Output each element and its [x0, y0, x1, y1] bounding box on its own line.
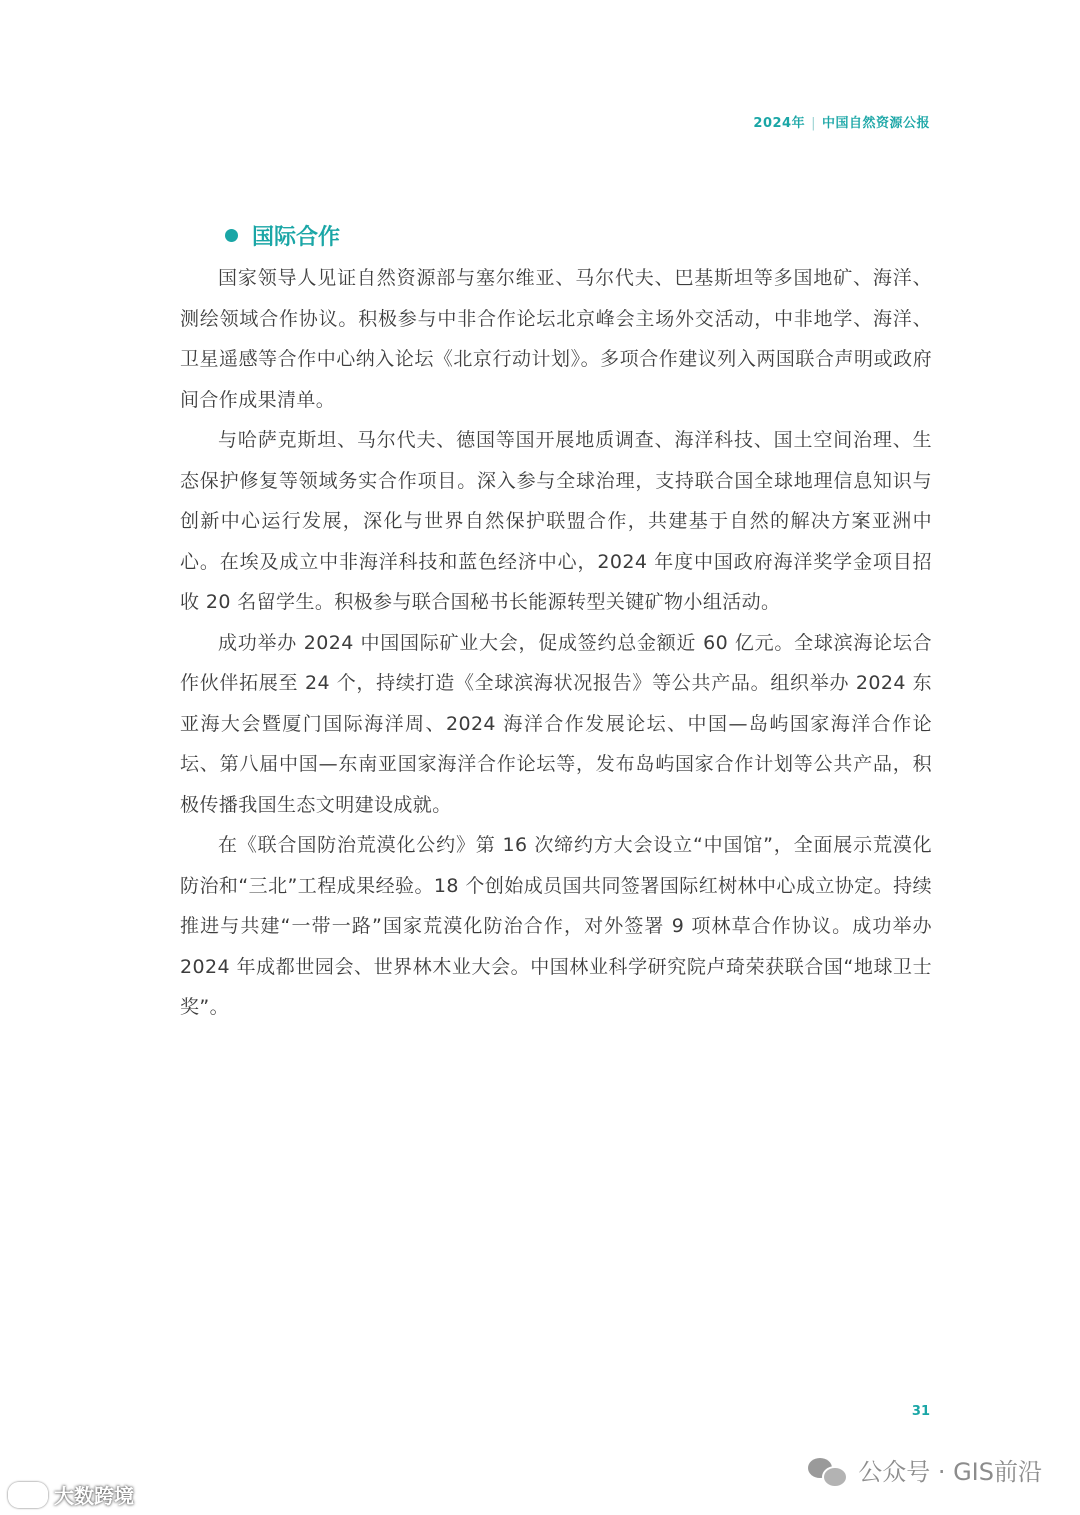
- page-number: 31: [911, 1404, 930, 1419]
- paragraph-2: 与哈萨克斯坦、马尔代夫、德国等国开展地质调查、海洋科技、国土空间治理、生态保护修复等领域务实合作项目。深入参与全球治理，支持联合国全球地理信息知识与创新中心运行发展，深化与世界自然保护联盟合作，共建基于自然的解决方案亚洲中心。在埃及成立中非海洋科技和蓝色经济中心，2024 年度中国政府海洋奖学金项目招收 20 名留学生。积极参与联合国秘书长能源转型关键矿物小组活动。: [180, 429, 932, 613]
- section-title: 国际合作: [252, 225, 341, 250]
- logo-icon: [8, 1482, 48, 1508]
- wechat-icon: [808, 1454, 848, 1486]
- paragraph-3: 成功举办 2024 中国国际矿业大会，促成签约总金额近 60 亿元。全球滨海论坛合作伙伴拓展至 24 个，持续打造《全球滨海状况报告》等公共产品。组织举办 2024 东亚海大会暨厦门国际海洋周、2024 海洋合作发展论坛、中国—岛屿国家海洋合作论坛、第八届中国—东南亚国家海洋合作论坛等，发布岛屿国家合作计划等公共产品，积极传播我国生态文明建设成就。: [180, 631, 932, 816]
- bullet-icon: [225, 229, 238, 242]
- paragraph-1: 国家领导人见证自然资源部与塞尔维亚、马尔代夫、巴基斯坦等多国地矿、海洋、测绘领域合作协议。积极参与中非合作论坛北京峰会主场外交活动，中非地学、海洋、卫星遥感等合作中心纳入论坛《北京行动计划》。多项合作建议列入两国联合声明或政府间合作成果清单。: [180, 267, 932, 411]
- watermark-right: [808, 1452, 1042, 1487]
- watermark-left: [8, 1480, 134, 1509]
- watermark-left-text: 大数跨境: [54, 1484, 134, 1508]
- header-title: 中国自然资源公报: [821, 116, 930, 131]
- header-year: 2024年: [753, 116, 806, 131]
- watermark-right-text: 公众号 · GIS前沿: [858, 1458, 1042, 1486]
- running-header: [753, 112, 930, 131]
- section-heading: [225, 220, 340, 251]
- paragraph-4: 在《联合国防治荒漠化公约》第 16 次缔约方大会设立“中国馆”，全面展示荒漠化防治和“三北”工程成果经验。18 个创始成员国共同签署国际红树林中心成立协定。持续推进与共建“一带一路”国家荒漠化防治合作，对外签署 9 项林草合作协议。成功举办 2024 年成都世园会、世界林木业大会。中国林业科学研究院卢琦荣获联合国“地球卫士奖”。: [180, 834, 932, 1018]
- header-separator: |: [811, 116, 816, 131]
- body-text: [180, 258, 932, 1028]
